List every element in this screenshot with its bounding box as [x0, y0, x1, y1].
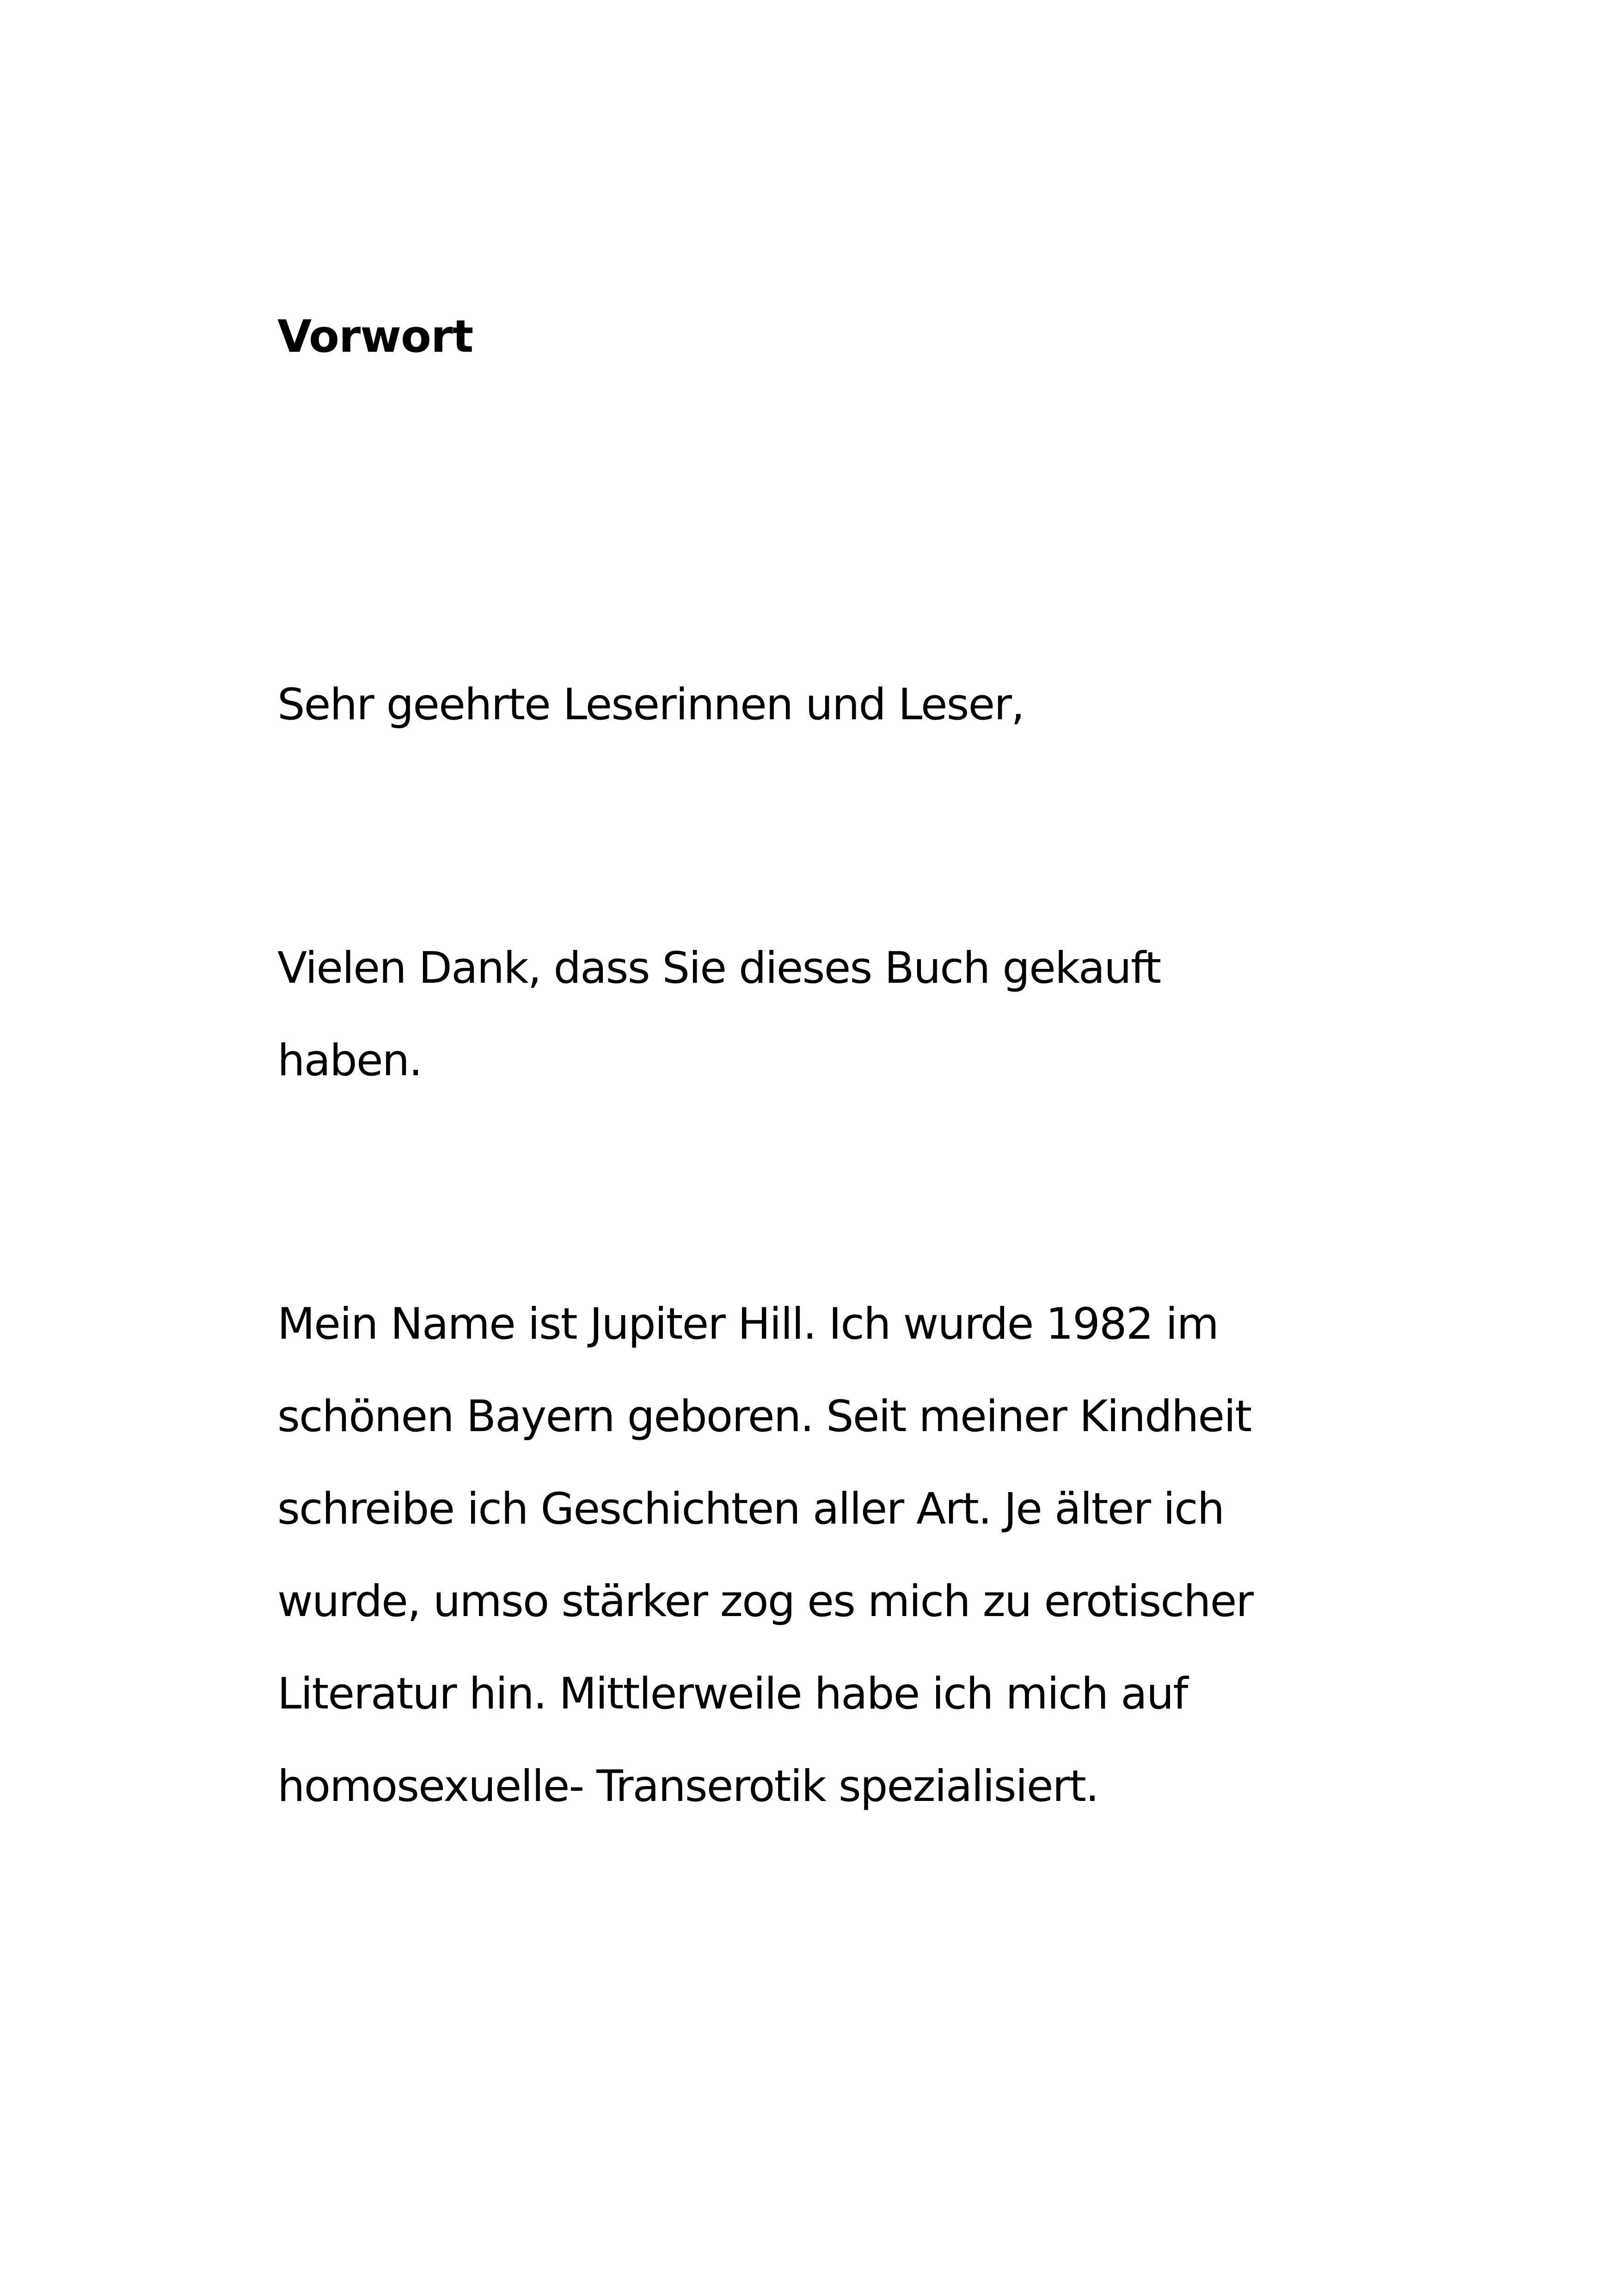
page-title: Vorwort [277, 311, 473, 362]
text-line: schreibe ich Geschichten aller Art. Je älter ich [277, 1484, 1224, 1534]
text-line: Mein Name ist Jupiter Hill. Ich wurde 1982 im [277, 1299, 1219, 1349]
text-line: schönen Bayern geboren. Seit meiner Kindheit [277, 1391, 1251, 1442]
text-line: homosexuelle- Transerotik spezialisiert. [277, 1761, 1098, 1812]
text-line: Vielen Dank, dass Sie dieses Buch gekauft [277, 943, 1161, 993]
text-line: wurde, umso stärker zog es mich zu erotischer [277, 1576, 1253, 1627]
thanks-paragraph [277, 922, 1368, 1107]
greeting-paragraph [277, 659, 1368, 751]
text-line: haben. [277, 1035, 422, 1086]
text-line: Literatur hin. Mittlerweile habe ich mich auf [277, 1669, 1188, 1719]
text-line: Sehr geehrte Leserinnen und Leser, [277, 680, 1024, 730]
about-author-paragraph [277, 1278, 1368, 1833]
